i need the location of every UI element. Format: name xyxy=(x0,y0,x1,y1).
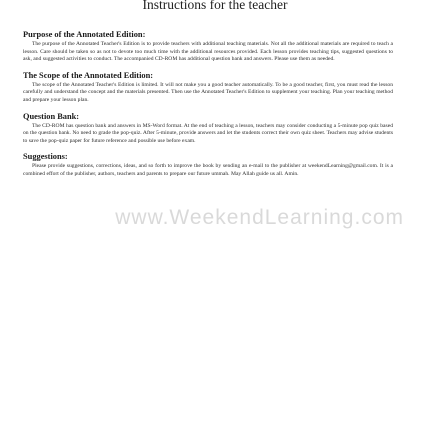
section-heading: Question Bank: xyxy=(23,111,80,121)
section-heading: Suggestions: xyxy=(23,152,68,162)
section-scope xyxy=(23,71,393,105)
section-paragraph: The purpose of the Annotated Teacher's Edition is to provide teachers with additional teaching materials. Not all the additional materials are required to teach a lesson. Care should be taken so as not to devote too much time with the additional resources provided. Each lesson provides teaching tips, suggested questions to ask, and suggested activities to conduct. The accompanied CD-ROM has additional question bank and answers. Please use them as needed. xyxy=(23,41,393,63)
section-heading: The Scope of the Annotated Edition: xyxy=(23,70,154,80)
watermark: www.WeekendLearning.com xyxy=(115,206,404,229)
instructions-body xyxy=(23,30,393,186)
section-question-bank xyxy=(23,112,393,146)
section-purpose xyxy=(23,30,393,64)
section-paragraph: The CD-ROM has question bank and answers in MS-Word format. At the end of teaching a lesson, teachers may consider conducting a 5-minute pop quiz based on the question bank. No need to grade the pop-quiz. After 5-minute, provide answers and let the students correct their own quiz sheet. Teachers may advise students to save the pop-quiz paper for future reference and possible use before exam. xyxy=(23,122,393,144)
section-heading: Purpose of the Annotated Edition: xyxy=(23,30,146,39)
page-title: Instructions for the teacher xyxy=(142,0,288,12)
section-suggestions xyxy=(23,152,393,178)
section-paragraph: Please provide suggestions, corrections, ideas, and so forth to improve the book by sending an e-mail to the publisher at weekendLearning@gmail.com. It is a combined effort of the publisher, authors, teachers and parents to prepare our future ummah. May Allah guide us all. Amin. xyxy=(23,163,393,177)
section-paragraph: The scope of the Annotated Teacher's Edition is limited. It will not make you a good teacher automatically. To be a good teacher, first, you must read the lesson carefully and understand the concept and the materials presented. Then use the Annotated Teacher's Edition to supplement your teaching. Plan your teaching method and prepare your lesson plan. xyxy=(23,81,393,103)
